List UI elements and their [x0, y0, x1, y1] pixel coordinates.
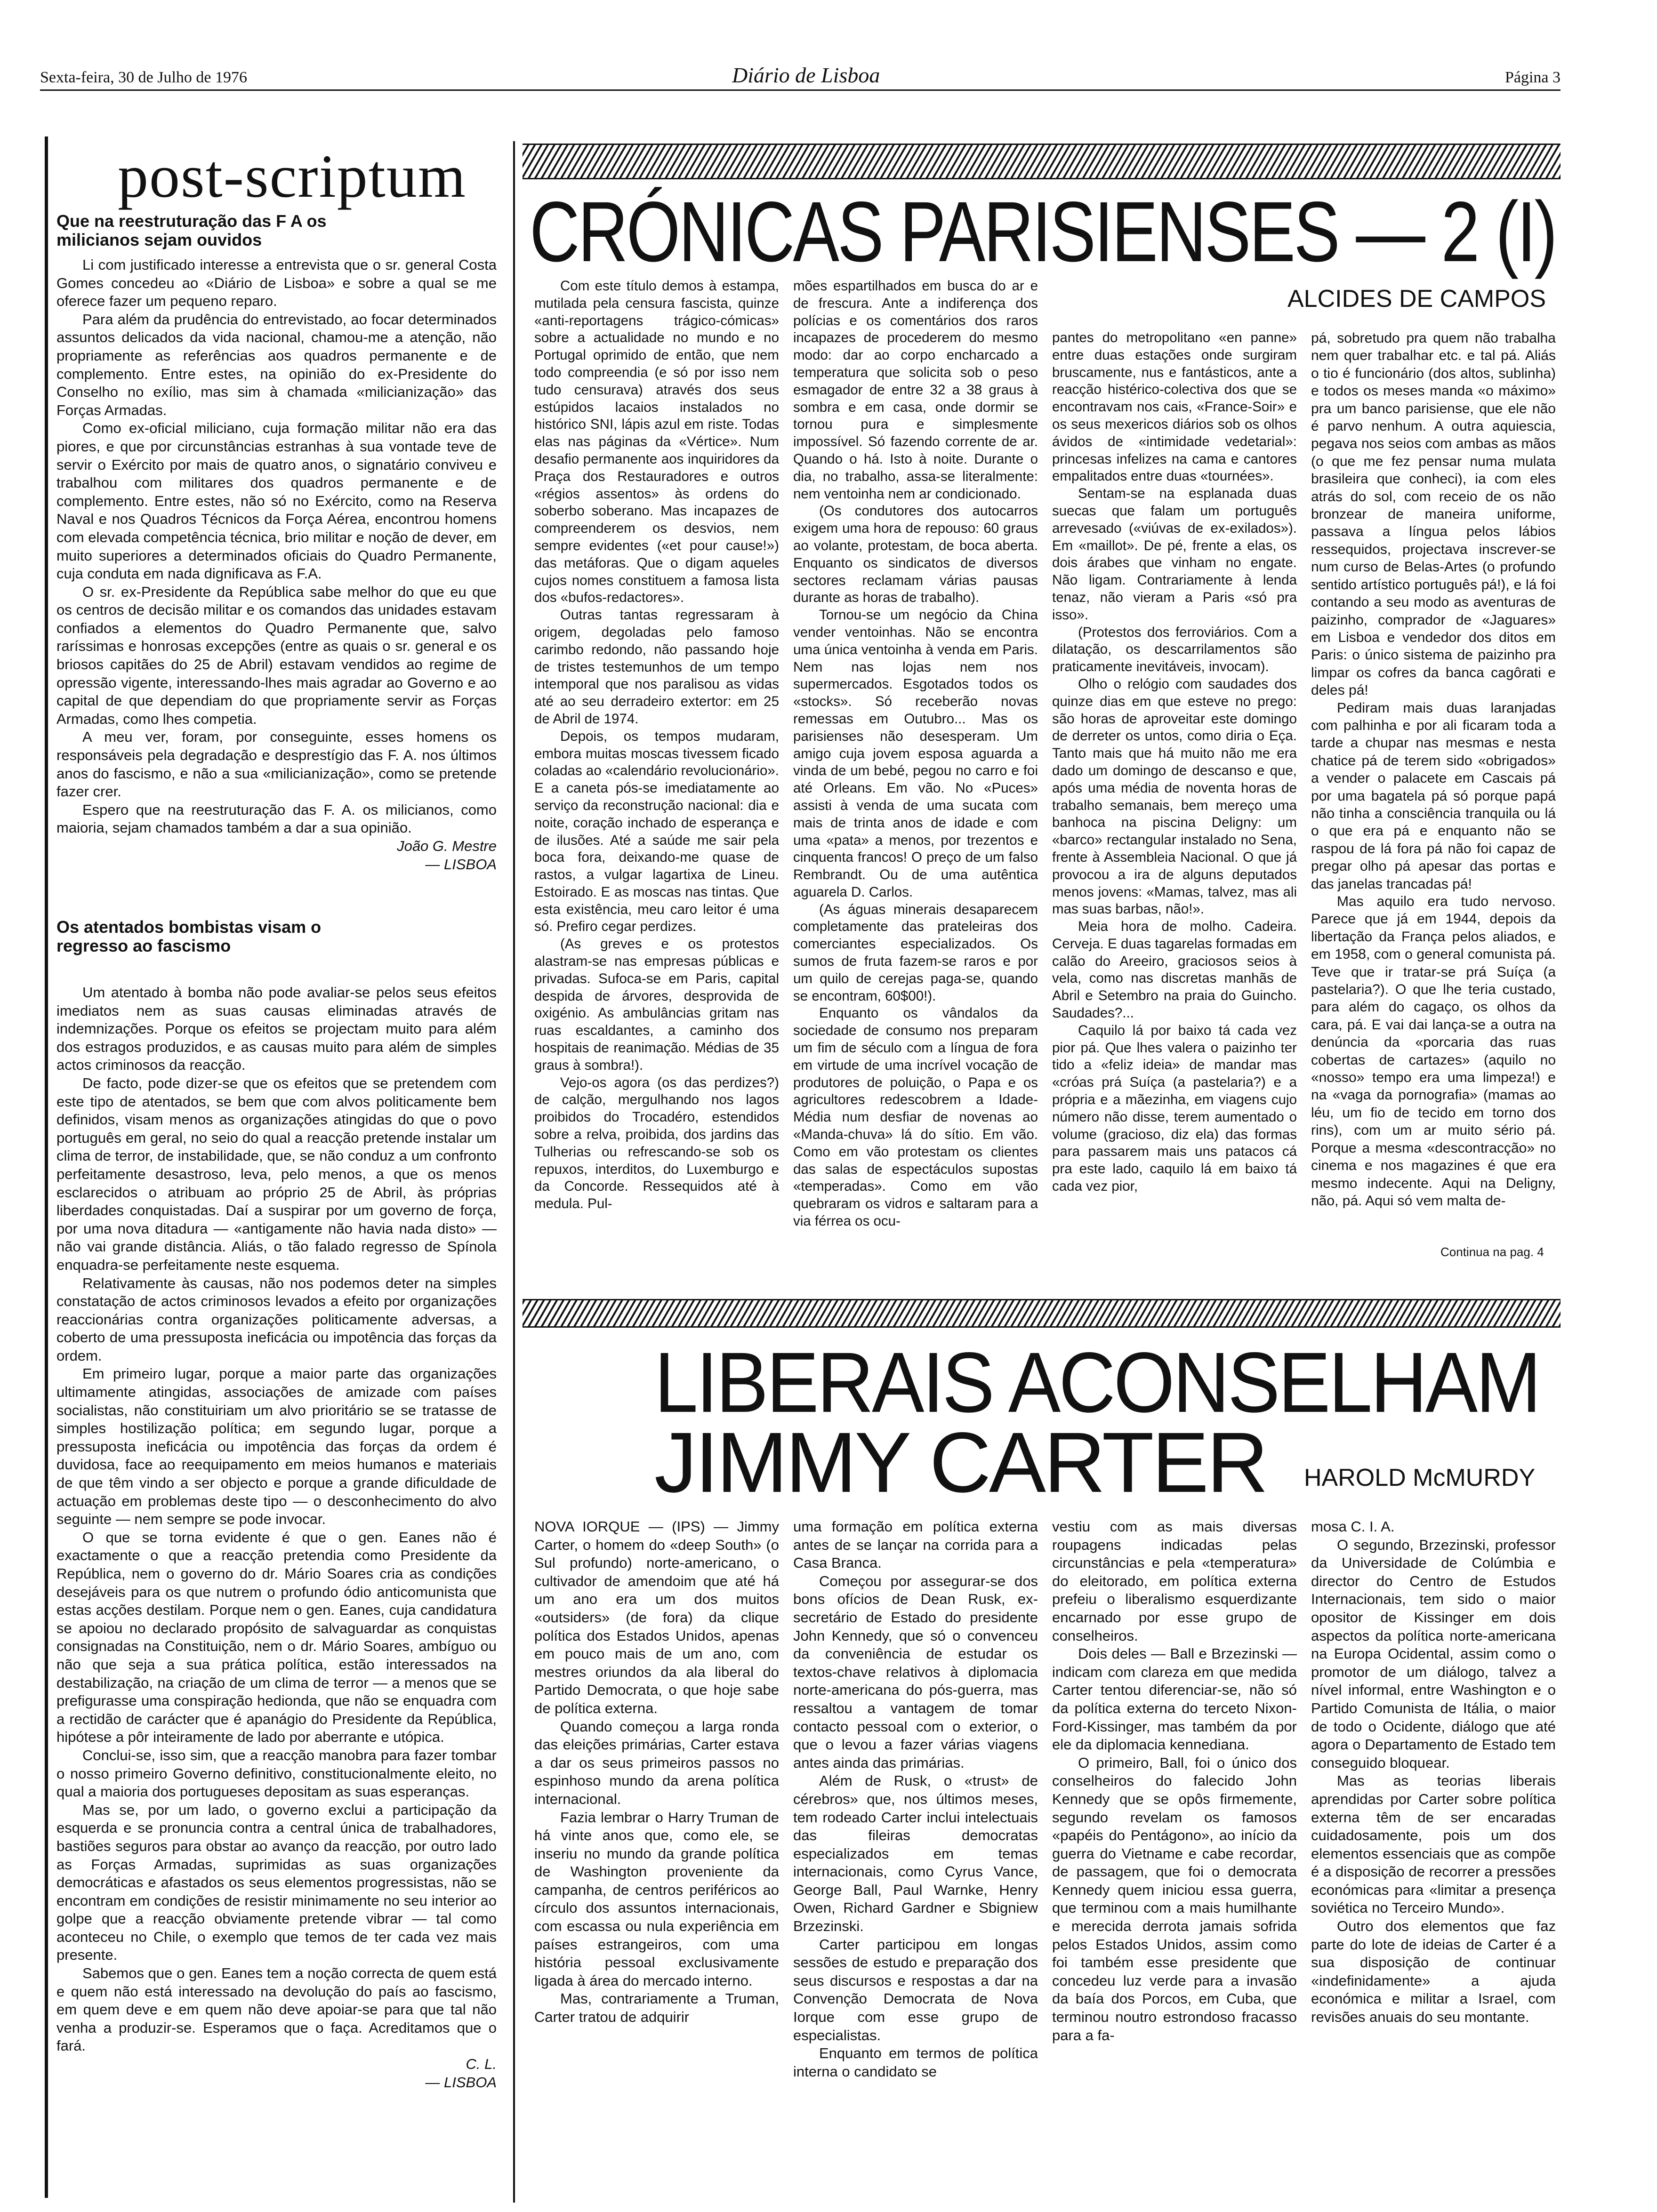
paragraph: Dois deles — Ball e Brzezinski — indicam com clareza em que medida Carter tentou diferenciar-se, não só da política externa do terceto Nixon-Ford-Kissinger, mas também da por ele da diplomacia kennediana. — [1052, 1645, 1297, 1753]
paragraph: Pediram mais duas laranjadas com palhinha e por ali ficaram toda a tarde a chupar nas mesmas e nesta chatice pá de terem sido «obrigados» a vender o palacete em Cascais pá por uma bagatela pá só porque papá não tinha a consciência tranquila ou lá o que era pá e enquanto não se raspou de lá fora pá não foi capaz de pregar olho pá apesar das portas e das janelas trancadas pá! — [1311, 700, 1556, 892]
postscriptum-article-1 — [56, 212, 497, 874]
paragraph: Para além da prudência do entrevistado, ao focar determinados assuntos delicados da vida nacional, chamou-me a atenção, não propriamente as referências aos quadros permanente e de complemento. Entre estes, na opinião do ex-Presidente do Conselho no exílio, mas sim à chamada «milicianização» das Forças Armadas. — [56, 311, 497, 418]
liberais-headline-line-2: JIMMY CARTER — [654, 1415, 1266, 1510]
liberais-headline-line-1: LIBERAIS ACONSELHAM — [654, 1335, 1539, 1430]
paragraph: Enquanto em termos de política interna o candidato se — [793, 2045, 1038, 2080]
paragraph: Começou por assegurar-se dos bons ofícios de Dean Rusk, ex-secretário de Estado do presidente John Kennedy, que só o convenceu da conveniência de estudar os textos-chave relativos à diplomacia norte-americana do pós-guerra, mas ressaltou a vantagem de tomar contacto pessoal com o exterior, o que o levou a fazer várias viagens antes ainda das primárias. — [793, 1572, 1038, 1771]
paragraph: Em primeiro lugar, porque a maior parte das organizações ultimamente atingidas, associações de amizade com países socialistas, não constituiriam um alvo prioritário se se tratasse de simples hostilização política; em segundo lugar, porque a pressuposta ineficácia ou impotência das forças da ordem é duvidosa, face ao reequipamento em meios humanos e materiais de que têm vindo a ser objecto e porque a grande dificuldade de actuação em problemas deste tipo — o desconhecimento do alvo seguinte — nem sempre se pode invocar. — [56, 1365, 497, 1528]
continua-note: Continua na pag. 4 — [1440, 1245, 1544, 1259]
paragraph: Mas se, por um lado, o governo exclui a participação da esquerda e se pronuncia contra a central única de trabalhadores, bastiões seguros para obstar ao avanço da reacção, por outro lado as Forças Armadas, suprimidas as suas organizações democráticas e afastados os seus elementos progressistas, não se encontram em condições de resistir minimamente no seu interior ao golpe que a reacção obviamente pretende vibrar — tal como aconteceu no Chile, o exemplo que temos de ter cada vez mais presente. — [56, 1801, 497, 1964]
cronicas-column-4 — [1311, 329, 1556, 1210]
cronicas-column-2 — [793, 278, 1038, 1230]
paragraph: pá, sobretudo pra quem não trabalha nem quer trabalhar etc. e tal pá. Aliás o tio é funcionário (dos altos, sublinha) e todos os meses manda «o máximo» pra um banco parisiense, que ele não é parvo nenhum. A outra aquiescia, pegava nos seios com ambas as mãos (o que me fez pensar numa mulata brasileira que conheci), ia com eles atrás do sol, com receio de os não bronzear de maneira uniforme, passava a língua pelos lábios ressequidos, projectava inscrever-se num curso de Belas-Artes (o profundo sentido artístico português pá!), e lá foi contando a seu modo as aventuras de paizinho, comprador de «Jaguares» em Lisboa e vendedor dos ditos em Paris: o único sistema de paizinho pra limpar os cofres da banca cagôrati e deles pá! — [1311, 330, 1556, 698]
article-1-headline: Que na reestruturação das F A os milicianos sejam ouvidos — [56, 211, 327, 249]
paragraph: Outro dos elementos que faz parte do lote de ideias de Carter é a sua disposição de continuar «indefinidamente» a ajuda económica e militar a Israel, com revisões anuais do seu montante. — [1311, 1918, 1556, 2026]
paragraph: uma formação em política externa antes de se lançar na corrida para a Casa Branca. — [793, 1518, 1038, 1571]
hatch-band-top — [523, 144, 1560, 179]
paragraph: Tornou-se um negócio da China vender ventoinhas. Não se encontra uma única ventoinha à venda em Paris. Nem nas lojas nem nos supermercados. Esgotados todos os «stocks». Só receberão novas remessas em Outubro... Mas os parisienses não desesperam. Um amigo cuja jovem esposa aguarda a vinda de um bebé, pegou no carro e foi até Orleans. Em vão. No «Puces» assisti à venda de uma sucata com mais de trinta anos de idade e com uma «pata» a menos, por trezentos e cinquenta francos! O preço de um falso Rembrandt. Ou de uma autêntica aguarela D. Carlos. — [793, 607, 1038, 900]
article-1-location: — LISBOA — [425, 856, 497, 873]
paragraph: Mas aquilo era tudo nervoso. Parece que já em 1944, depois da libertação da França pelos aliados, e em 1958, com o general comunista pá. Teve que ir tratar-se prá Suíça (a pastelaria?). O que lhe teria custado, para além do cagaço, os olhos da cara, pá. E vai dai lança-se a outra na denúncia da «porcaria das ruas cobertas de cartazes» (aquilo no «nosso» tempo era uma limpeza!) e na «vaga da pornografia» (mamas ao léu, um fio de tecido em torno dos rins), com um ar muito sério pá. Porque a mesma «descontracção» no cinema e nos magazines é que era mesmo indecente. Aqui na Deligny, não, pá. Aqui só vem malta de- — [1311, 894, 1556, 1209]
paragraph: O primeiro, Ball, foi o único dos conselheiros do falecido John Kennedy que se opôs firmemente, segundo revelam os famosos «papéis do Pentágono», ao início da guerra do Vietname e cabe recordar, de passagem, que foi o democrata Kennedy quem iniciou essa guerra, que terminou com a mais humilhante e merecida derrota jamais sofrida pelos Estados Unidos, assim como foi também esse presidente que concedeu luz verde para a invasão da baía dos Porcos, em Cuba, que terminou noutro estrondoso fracasso para a fa- — [1052, 1754, 1297, 2044]
paragraph: (As greves e os protestos alastram-se nas empresas públicas e privadas. Sufoca-se em Paris, capital despida de árvores, desprovida de oxigénio. As ambulâncias gritam nas ruas escaldantes, a caminho dos hospitais de reanimação. Médias de 35 graus à sombra!). — [534, 936, 779, 1073]
paragraph: Quando começou a larga ronda das eleições primárias, Carter estava a dar os seus primeiros passos no espinhoso mundo da arena política internacional. — [534, 1718, 779, 1807]
paragraph: (Protestos dos ferroviários. Com a dilatação, os descarrilamentos são praticamente inevitáveis, invocam). — [1052, 624, 1297, 675]
liberais-column-2 — [793, 1518, 1038, 2081]
paragraph: O sr. ex-Presidente da República sabe melhor do que eu que os centros de decisão militar e os comandos das unidades estavam confiados a elementos do Quadro Permanente que, salvo raríssimas e honrosas excepções (entre as quais o sr. general e os briosos capitães do 25 de Abril) estavam vendidos ao regime de opressão vigente, interessando-lhes mais agradar ao Governo e ao capital de que dependiam do que propriamente servir as Forças Armadas, como lhes competia. — [56, 583, 497, 727]
paragraph: Com este título demos à estampa, mutilada pela censura fascista, quinze «anti-reportagens trágico-cómicas» sobre a actualidade no mundo e no Portugal oprimido de então, que nem todo compreendia (e só por isso nem tudo censurava) através dos seus estúpidos lacaios instalados no histórico SNI, lápis azul em riste. Todas elas nas páginas da «Vértice». Num desafio permanente aos inquiridores da Praça dos Restauradores e outros «régios assentos» às ordens do soberbo soberano. Mas incapazes de compreenderem os desvios, nem sempre evidentes («et pour cause!») das metáforas. Que o digam aqueles cujos nomes constituem a famosa lista dos «bufos-redactores». — [534, 278, 779, 606]
paragraph: NOVA IORQUE — (IPS) — Jimmy Carter, o homem do «deep South» (o Sul profundo) norte-americano, o cultivador de amendoim que até há um ano era um dos muitos «outsiders» (de fora) da clique política dos Estados Unidos, apenas em pouco mais de um ano, com mestres oriundos da ala liberal do Partido Democrata, o que hoje sabe de política externa. — [534, 1518, 779, 1716]
column-divider-rule — [513, 141, 515, 2203]
cronicas-author: ALCIDES DE CAMPOS — [1287, 285, 1546, 313]
paragraph: O segundo, Brzezinski, professor da Universidade de Colúmbia e director do Centro de Estudos Internacionais, tem sido o maior opositor de Kissinger em dois aspectos da política norte-americana na Europa Ocidental, assim como o promotor de um diálogo, talvez a nível informal, entre Washington e o Partido Comunista de Itália, o maior de todo o Ocidente, diálogo que até agora o Departamento de Estado tem conseguido bloquear. — [1311, 1536, 1556, 1771]
postscriptum-article-2 — [56, 918, 497, 2092]
paragraph: Fazia lembrar o Harry Truman de há vinte anos que, como ele, se inseriu no mundo da grande política de Washington proveniente da campanha, de centros periféricos ao círculo dos assuntos internacionais, com escassa ou nula experiência em países estrangeiros, com uma história pessoal exclusivamente ligada à área do mercado interno. — [534, 1809, 779, 1989]
left-margin-rule — [45, 136, 48, 2198]
paragraph: (Os condutores dos autocarros exigem uma hora de repouso: 60 graus ao volante, protestam, de boca aberta. Enquanto os sindicatos de diversos sectores reclamam várias pausas durante as horas de trabalho). — [793, 503, 1038, 606]
paragraph: (As águas minerais desaparecem completamente das prateleiras dos comerciantes especializados. Os sumos de fruta fazem-se raros e por um quilo de cerejas paga-se, quando se encontram, 60$00!). — [793, 901, 1038, 1004]
paragraph: Outras tantas regressaram à origem, degoladas pelo famoso carimbo redondo, não passando hoje de tristes testemunhos de um tempo intemporal que nos paralisou as vidas até ao seu derradeiro extertor: em 25 de Abril de 1974. — [534, 607, 779, 727]
article-1-signature: João G. Mestre — [397, 838, 497, 854]
paragraph: Sabemos que o gen. Eanes tem a noção correcta de quem está e quem não está interessado na devolução do país ao fascismo, em quem deve e em quem não deve apoiar-se para que tal não venha a produzir-se. Esperamos que o faça. Acreditamos que o fará. — [56, 1965, 497, 2054]
paragraph: Olho o relógio com saudades dos quinze dias em que esteve no prego: são horas de aproveitar este domingo de derreter os untos, como diria o Eça. Tanto mais que há muito não me era dado um domingo de descanso e que, após uma média de noventa horas de trabalho semanais, bem mereço uma banhoca na piscina Deligny: um «barco» rectangular instalado no Sena, frente à Assembleia Nacional. O que já provocou a ira de alguns deputados menos jovens: «Mamas, talvez, mas ali mas suas barbas, não!». — [1052, 676, 1297, 917]
paragraph: Depois, os tempos mudaram, embora muitas moscas tivessem ficado coladas ao «calendário revolucionário». E a caneta pós-se imediatamente ao serviço da reconstrução nacional: dia e noite, coração inchado de esperança e de ilusões. Até a saúde me sair pela boca fora, deixando-me quase de rastos, a vulgar lagartixa de Lineu. Estoirado. E as moscas nas tintas. Que esta existência, meu caro leitor é uma só. Prefiro cegar perdizes. — [534, 728, 779, 935]
liberais-column-4 — [1311, 1518, 1556, 2027]
paragraph: Meia hora de molho. Cadeira. Cerveja. E duas tagarelas formadas em calão do Areeiro, graciosos seios à vela, como nas discretas manhãs de Abril e Setembro na praia do Guincho. Saudades?... — [1052, 919, 1297, 1021]
header-date: Sexta-feira, 30 de Julho de 1976 — [40, 69, 247, 86]
paragraph: Enquanto os vândalos da sociedade de consumo nos preparam um fim de século com a língua de fora em virtude de uma incrível vocação de produtores de poluição, o Papa e os agricultores redescobrem a Idade-Média num desfiar de novenas ao «Manda-chuva» lá do sítio. Em vão. Como em vão protestam os clientes das salas de espectáculos supostas «temperadas». Como em vão quebraram os vidros e saltaram para a via férrea os ocu- — [793, 1005, 1038, 1229]
paragraph: Carter participou em longas sessões de estudo e preparação dos seus discursos e respostas a dar na Convenção Democrata de Nova Iorque com esse grupo de especialistas. — [793, 1936, 1038, 2044]
masthead: Diário de Lisboa — [732, 63, 880, 87]
paragraph: mões espartilhados em busca do ar e de frescura. Ante a indiferença dos polícias e os comentários dos raros incapazes de procederem do mesmo modo: dar ao corpo encharcado a temperatura que solicita sob o peso esmagador de entre 32 a 38 graus à sombra e em casa, onde dormir se tornou pura e simplesmente impossível. Só fazendo corrente de ar. Quando o há. Isto à noite. Durante o dia, no trabalho, assa-se literalmente: nem ventoinha nem ar condicionado. — [793, 278, 1038, 502]
paragraph: Sentam-se na esplanada duas suecas que falam um português arrevesado («viúvas de ex-exilados»). Em «maillot». De pé, frente a elas, os dois árabes que vinham no engate. Não ligam. Contrariamente à lenda tenaz, não vieram a Paris «só pra isso». — [1052, 486, 1297, 623]
paragraph: Além de Rusk, o «trust» de cérebros» que, nos últimos meses, tem rodeado Carter inclui intelectuais das fileiras democratas especializados em temas internacionais, como Cyrus Vance, George Ball, Paul Warnke, Henry Owen, Richard Gardner e Sbigniew Brzezinski. — [793, 1772, 1038, 1935]
postscriptum-title: post-scriptum — [118, 143, 467, 210]
paragraph: Como ex-oficial miliciano, cuja formação militar não era das piores, e que por circunstâncias estranhas à sua vontade teve de servir o Exército por mais de quatro anos, o signatário conviveu e trabalhou com militares dos quadros permanente e de complemento. Entre estes, não só no Exército, como na Reserva Naval e nos Quadros Técnicos da Força Aérea, encontrou homens com elevada competência técnica, brio militar e noção de dever, em muito superiores a determinados oficiais do Quadro Permanente, cuja conduta em nada dignificava as F.A. — [56, 420, 497, 582]
cronicas-column-3 — [1052, 329, 1297, 1195]
paragraph: Mas as teorias liberais aprendidas por Carter sobre política externa têm de ser encaradas cuidadosamente, pois um dos elementos essenciais que as compõe é a disposição de recorrer a pressões económicas para «limitar a presença soviética no Terceiro Mundo». — [1311, 1772, 1556, 1916]
paragraph: vestiu com as mais diversas roupagens indicadas pelas circunstâncias e pela «temperatura» do eleitorado, em política externa prefeiu o liberalismo esquerdizante encarnado por esse grupo de conselheiros. — [1052, 1518, 1297, 1644]
paragraph: Um atentado à bomba não pode avaliar-se pelos seus efeitos imediatos nem as suas causas eliminadas através de indemnizações. Porque os efeitos se projectam muito para além dos estragos produzidos, e as causas muito para além de simples actos criminosos da reacção. — [56, 984, 497, 1074]
paragraph: Caquilo lá por baixo tá cada vez pior pá. Que lhes valera o paizinho ter tido a «feliz ideia» de mandar mas «cróas prá Suíça (a pastelaria?) e a própria e a mãezinha, em viagens cujo número não disse, terem aumentado o volume (gracioso, diz ela) das formas para passarem mais uns patacos cá pra este lado, caquilo lá em baixo tá cada vez pior, — [1052, 1022, 1297, 1194]
cronicas-column-1 — [534, 278, 779, 1213]
paragraph: Espero que na reestruturação das F. A. os milicianos, como maioria, sejam chamados também a dar a sua opinião. — [56, 801, 497, 836]
paragraph: pantes do metropolitano «en panne» entre duas estações onde surgiram bruscamente, nus e fantásticos, ante a reacção histérico-colectiva dos que se encontravam nos cais, «France-Soir» e os seus mexericos diários sob os olhos ávidos de «intimidade vedetarial»: princesas infelizes na cama e cantores empalitados entre duas «tournées». — [1052, 330, 1297, 484]
paragraph: Conclui-se, isso sim, que a reacção manobra para fazer tombar o nosso primeiro Governo definitivo, constitucionalmente eleito, no qual a maioria dos portugueses depositam as suas esperanças. — [56, 1747, 497, 1800]
article-2-headline: Os atentados bombistas visam o regresso ao fascismo — [56, 917, 322, 955]
paragraph: De facto, pode dizer-se que os efeitos que se pretendem com este tipo de atentados, se bem que com alvos politicamente bem definidos, visam menos as organizações atingidas do que o povo português em geral, no seio do qual a reacção pretende instalar um clima de terror, de instabilidade, que, se não conduz a um confronto perfeitamente desastroso, leva, pelo menos, a que os menos esclarecidos o atribuam ao próprio 25 de Abril, às próprias liberdades conquistadas. Daí a suspirar por um governo de força, por uma nova ditadura — «antigamente não havia nada disto» — não vai grande distância. Aliás, o tão falado regresso de Spínola enquadra-se perfeitamente neste esquema. — [56, 1074, 497, 1273]
paragraph: Li com justificado interesse a entrevista que o sr. general Costa Gomes concedeu ao «Diário de Lisboa» e sobre a qual se me oferece fazer um pequeno reparo. — [56, 256, 497, 310]
paragraph: A meu ver, foram, por conseguinte, esses homens os responsáveis pela degradação e desprestígio das F. A. nos últimos anos do fascismo, e não a sua «milicianização», como se pretende fazer crer. — [56, 729, 497, 800]
paragraph: Relativamente às causas, não nos podemos deter na simples constatação de actos criminosos levados a efeito por organizações reaccionárias contra organizações politicamente adversas, a coberto de uma pressuposta ineficácia ou impotência das forças da ordem. — [56, 1274, 497, 1364]
hatch-band-middle — [523, 1299, 1560, 1328]
cronicas-headline: CRÓNICAS PARISIENSES — 2 (I) — [530, 184, 1556, 280]
article-2-signature: C. L. — [466, 2056, 497, 2073]
paragraph: Mas, contrariamente a Truman, Carter tratou de adquirir — [534, 1990, 779, 2026]
paragraph: mosa C. I. A. — [1311, 1518, 1395, 1535]
page-header — [40, 63, 1560, 91]
paragraph: O que se torna evidente é que o gen. Eanes não é exactamente o que a reacção pretendia como Presidente da República, nem o governo do dr. Mário Soares cria as condições desejáveis para os que nutrem o profundo ódio anticomunista que estas acções destilam. Porque nem o gen. Eanes, cuja candidatura se apoiou no declarado propósito de salvaguardar as conquistas consignadas na Constituição, nem o dr. Mário Soares, ambíguo ou não que seja a sua prática política, estão interessados na destabilização, na criação de um clima de terror — a menos que se prefigurasse uma conspiração hedionda, que não se enquadra com a rectidão de carácter que é apanágio do Presidente da República, hipótese a pôr inteiramente de lado por aberrante e utópica. — [56, 1529, 497, 1746]
article-2-location: — LISBOA — [425, 2074, 497, 2091]
liberais-column-1 — [534, 1518, 779, 2027]
liberais-column-3 — [1052, 1518, 1297, 2044]
liberais-author: HAROLD McMURDY — [1304, 1464, 1536, 1491]
paragraph: Vejo-os agora (os das perdizes?) de calção, mergulhando nos lagos proibidos do Trocadéro, estendidos sobre a relva, proibida, dos jardins das Tulherias ou refrescando-se sob os repuxos, interditos, do Luxemburgo e da Concorde. Ressequidos até à medula. Pul- — [534, 1074, 779, 1212]
page-number: Página 3 — [1504, 69, 1560, 86]
